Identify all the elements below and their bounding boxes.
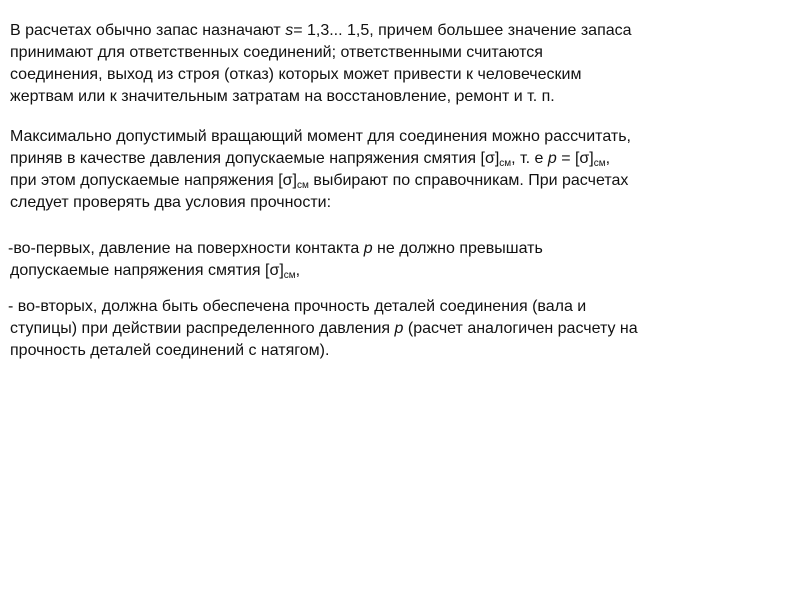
paragraph-safety-factor bbox=[8, 20, 794, 108]
text-line bbox=[8, 238, 794, 260]
text-line: прочность деталей соединений с натягом). bbox=[10, 342, 330, 359]
text-span: допускаемые напряжения смятия [σ] bbox=[10, 262, 284, 279]
text-line bbox=[8, 170, 794, 192]
symbol-p: p bbox=[547, 150, 557, 167]
text-line bbox=[8, 260, 794, 282]
text-line bbox=[8, 20, 794, 42]
text-line: принимают для ответственных соединений; ответственными считаются bbox=[10, 44, 543, 61]
text-span: выбирают по справочникам. При расчетах bbox=[308, 172, 629, 189]
text-line: Максимально допустимый вращающий момент для соединения можно рассчитать, bbox=[10, 128, 631, 145]
text-span: = 1,3... 1,5, причем большее значение запаса bbox=[293, 22, 632, 39]
text-span: В расчетах обычно запас назначают bbox=[10, 22, 286, 39]
text-line: - во-вторых, должна быть обеспечена прочность деталей соединения (вала и bbox=[8, 298, 587, 315]
text-span: , bbox=[295, 262, 301, 279]
symbol-s: s bbox=[285, 22, 294, 39]
subscript-sm: см bbox=[297, 180, 309, 191]
paragraph-second-condition bbox=[8, 296, 794, 362]
text-span: не должно превышать bbox=[372, 240, 543, 257]
text-span: = [σ] bbox=[556, 150, 594, 167]
symbol-p: p bbox=[363, 240, 373, 257]
symbol-p: p bbox=[394, 320, 404, 337]
subscript-sm: см bbox=[283, 270, 296, 281]
text-span: , т. е bbox=[511, 150, 548, 167]
text-line: следует проверять два условия прочности: bbox=[10, 194, 332, 211]
paragraph-first-condition bbox=[8, 238, 794, 282]
text-line: жертвам или к значительным затратам на восстановление, ремонт и т. п. bbox=[10, 88, 555, 105]
text-line bbox=[8, 148, 794, 170]
text-line bbox=[8, 318, 794, 340]
text-line: соединения, выход из строя (отказ) которых может привести к человеческим bbox=[10, 66, 582, 83]
text-span: -во-первых, давление на поверхности контакта bbox=[8, 240, 364, 257]
text-span: (расчет аналогичен расчету на bbox=[403, 320, 638, 337]
text-span: при этом допускаемые напряжения [σ] bbox=[10, 172, 297, 189]
text-span: ступицы) при действии распределенного давления bbox=[10, 320, 395, 337]
paragraph-max-torque bbox=[8, 126, 794, 214]
subscript-sm: см bbox=[593, 158, 606, 169]
subscript-sm: см bbox=[499, 158, 512, 169]
text-span: приняв в качестве давления допускаемые напряжения смятия [σ] bbox=[10, 150, 500, 167]
text-span: , bbox=[605, 150, 611, 167]
